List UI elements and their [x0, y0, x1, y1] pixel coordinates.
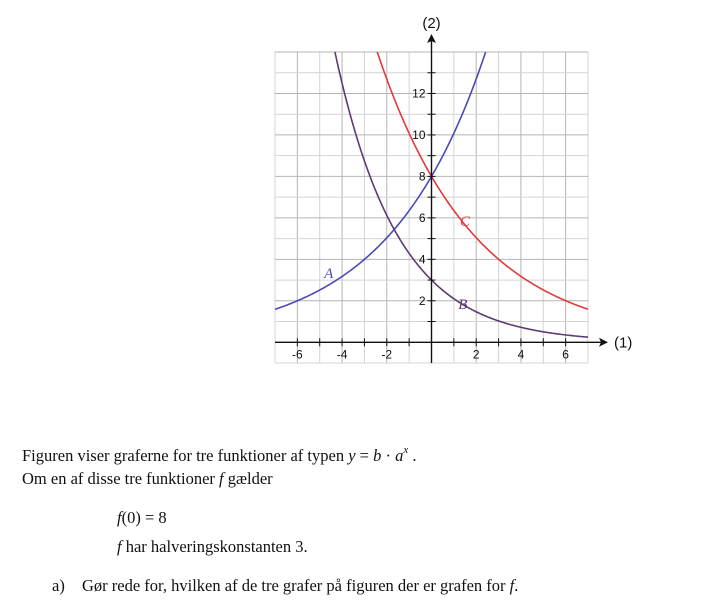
math-x-exponent: x	[403, 444, 409, 456]
y-tick-label: 2	[418, 293, 426, 308]
question-a	[52, 576, 518, 596]
question-text: Gør rede for, hvilken af de tre grafer på figuren der er grafen for	[82, 576, 510, 595]
y-tick-label: 12	[412, 86, 426, 101]
math-f: f	[509, 576, 515, 595]
condition-intro-end: gælder	[223, 469, 273, 488]
intro-end: .	[408, 446, 417, 465]
x-tick-label: 4	[517, 347, 525, 362]
math-eq: =	[355, 446, 374, 465]
math-f: f	[117, 508, 122, 527]
x-tick-label: -6	[292, 347, 303, 362]
curve-label-c: C	[460, 214, 471, 231]
math-a: a	[395, 446, 404, 465]
intro-text: Figuren viser graferne for tre funktioner af typen	[22, 446, 349, 465]
labels	[292, 15, 632, 361]
math-f: f	[117, 537, 122, 556]
math-b: b	[373, 446, 382, 465]
y-tick-label: 4	[418, 252, 426, 267]
x-tick-label: 2	[472, 347, 480, 362]
curve-label-a: A	[324, 265, 334, 282]
y-tick-label: 8	[418, 169, 426, 184]
y-tick-label: 10	[412, 127, 426, 142]
y-tick-label: 6	[418, 210, 426, 225]
condition-1-text: (0) = 8	[121, 508, 167, 527]
y-axis-label: (2)	[422, 15, 441, 32]
condition-2-text: har halveringskonstanten 3.	[121, 537, 308, 556]
axes	[275, 34, 608, 363]
math-dot: ·	[381, 446, 396, 465]
x-tick-label: -4	[336, 347, 348, 362]
condition-1	[117, 508, 167, 528]
math-y: y	[348, 446, 356, 465]
x-tick-label: 6	[562, 347, 569, 362]
condition-2	[117, 537, 308, 557]
x-axis-label: (1)	[614, 334, 633, 352]
question-letter: a)	[52, 576, 65, 595]
intro-line	[22, 440, 417, 466]
condition-intro-line	[22, 469, 273, 489]
x-tick-label: -2	[381, 347, 393, 362]
math-f: f	[219, 469, 224, 488]
curve-label-b: B	[458, 297, 468, 314]
condition-intro-text: Om en af disse tre funktioner	[22, 469, 220, 488]
question-end: .	[514, 576, 519, 595]
